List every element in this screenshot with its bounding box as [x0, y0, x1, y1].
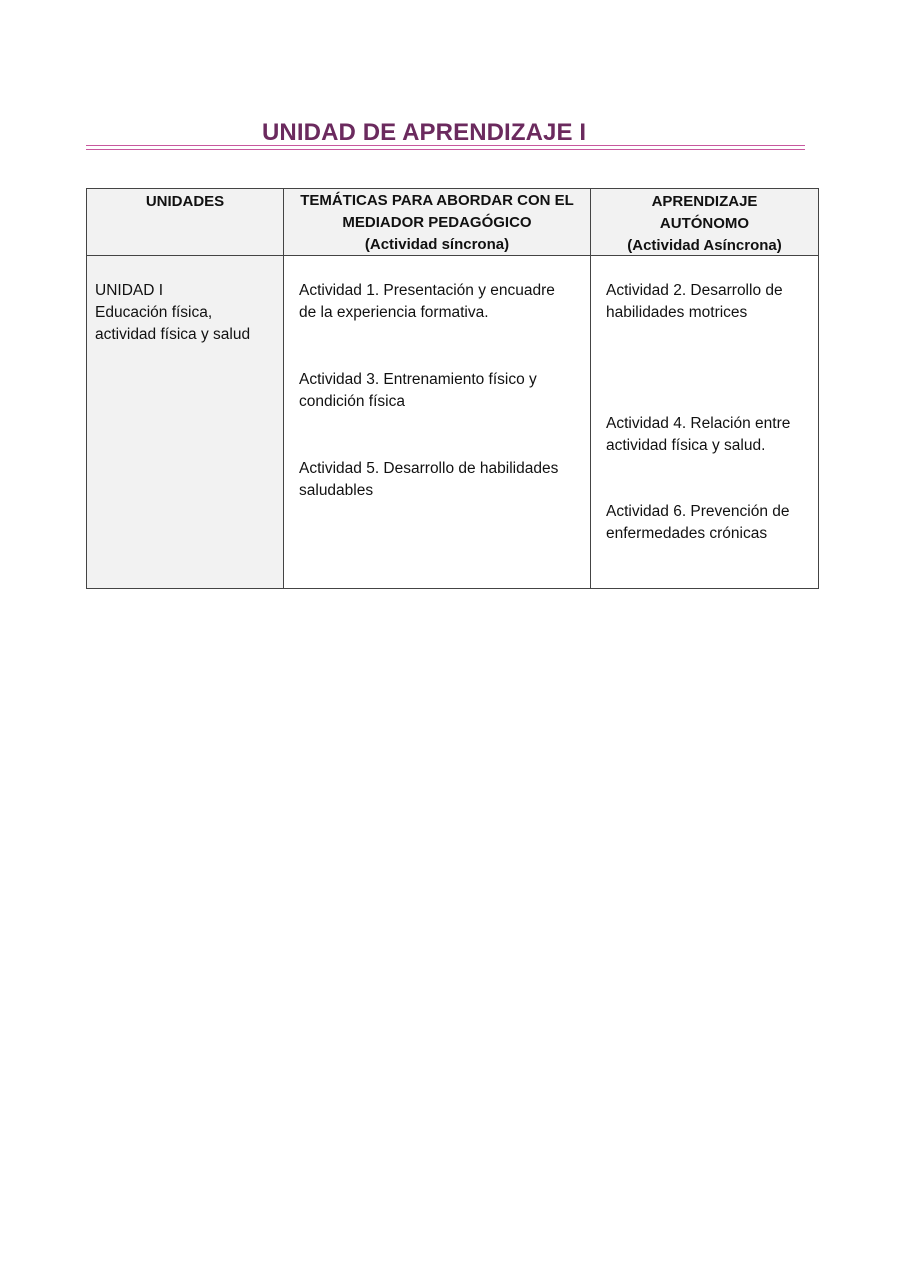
header-unidades: UNIDADES [145, 193, 225, 210]
unidad-cell: UNIDAD I Educación física, actividad física y salud [95, 282, 251, 343]
page-title: UNIDAD DE APRENDIZAJE I [262, 119, 587, 146]
units-column-shade [87, 189, 283, 588]
title-underline-top [86, 145, 805, 146]
actividad-1: Actividad 1. Presentación y encuadre de la experiencia formativa. [299, 282, 555, 321]
header-aprendizaje-autonomo: APRENDIZAJE AUTÓNOMO (Actividad Asíncrona) [627, 193, 782, 254]
header-tematicas: TEMÁTICAS PARA ABORDAR CON EL MEDIADOR PEDAGÓGICO (Actividad síncrona) [300, 192, 574, 253]
actividad-3: Actividad 3. Entrenamiento físico y condición física [299, 371, 537, 410]
units-table [86, 188, 819, 589]
title-underline-bottom [86, 149, 805, 150]
actividad-6: Actividad 6. Prevención de enfermedades crónicas [606, 503, 790, 542]
actividad-2: Actividad 2. Desarrollo de habilidades motrices [606, 282, 783, 321]
actividad-5: Actividad 5. Desarrollo de habilidades saludables [299, 460, 559, 499]
actividad-4: Actividad 4. Relación entre actividad física y salud. [606, 415, 791, 454]
